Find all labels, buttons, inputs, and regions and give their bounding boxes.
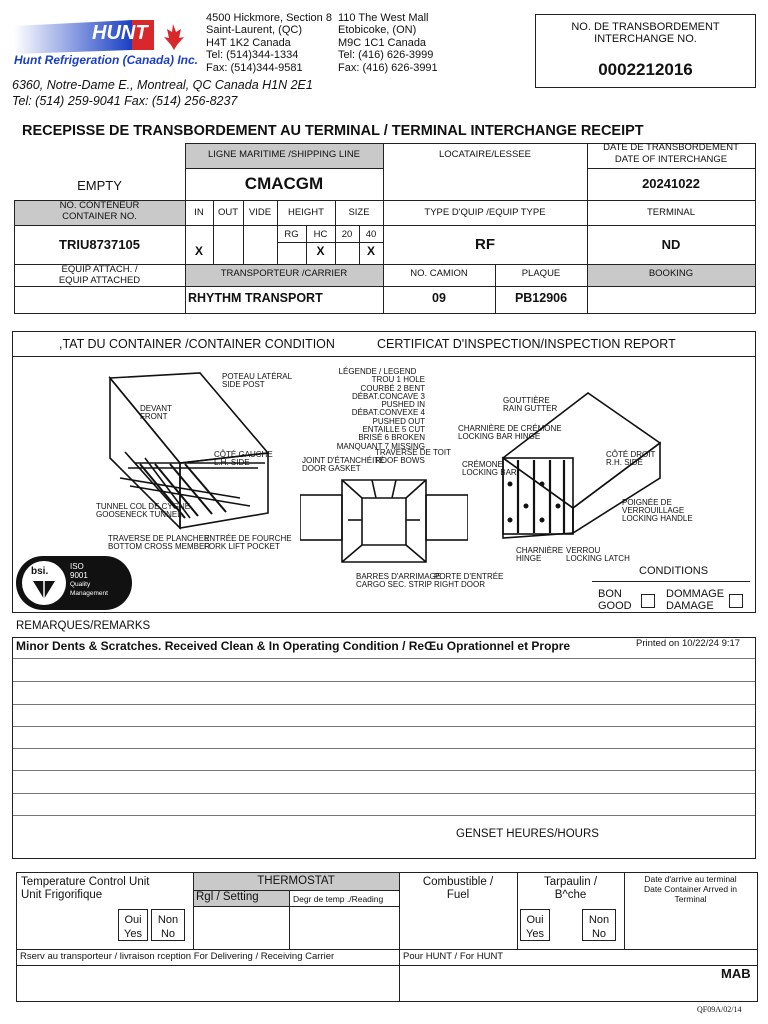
label-line: FRONT (140, 412, 168, 421)
terminal-value: ND (661, 237, 681, 252)
container-interior-diagram (300, 470, 468, 570)
iso-text (70, 562, 108, 598)
non-label: Non (588, 914, 610, 926)
arrival-label-en: Date Container Arrved in (643, 884, 738, 894)
label-line: BOTTOM CROSS MEMBER (108, 542, 211, 551)
label-line: VERROUILLAGE (622, 506, 685, 515)
shipping-line-label: LIGNE MARITIME /SHIPPING LINE (207, 149, 361, 160)
non-label: Non (157, 914, 179, 926)
logo-wordmark: HUNT (92, 22, 148, 44)
thermostat-label: THERMOSTAT (257, 875, 335, 887)
condition-header: ,TAT DU CONTAINER /CONTAINER CONDITION (59, 337, 335, 351)
legend-item: DÉBAT.CONVEXE 4 PUSHED OUT (351, 408, 425, 426)
iso-line: Management (70, 590, 108, 597)
branch1-line: Saint-Laurent, (QC) (206, 24, 302, 37)
label-line: ENTRÉE DE FOURCHE (204, 534, 292, 543)
tarp-label-en: Tarpaulin / (543, 876, 598, 888)
damage-legend (330, 368, 425, 451)
status-empty: EMPTY (77, 178, 122, 193)
legend-item: TROU 1 HOLE (371, 375, 425, 385)
document-title: RECEPISSE DE TRANSBORDEMENT AU TERMINAL / TERMINAL INTERCHANGE RECEIPT (22, 123, 644, 139)
shipping-line-value: CMACGM (244, 174, 324, 193)
tarpaulin-label (517, 876, 624, 902)
interchange-number-box (535, 14, 756, 88)
label-line: BARRES D'ARRIMAGE (356, 572, 442, 581)
label-rh-side (606, 451, 655, 467)
tcu-label (21, 876, 149, 902)
branch2-line: Etobicoke, (ON) (338, 24, 417, 37)
carrier-reserve-label: Rserv au transporteur / livraison rception For Delivering / Receiving Carrier (20, 951, 335, 962)
tarp-yes-option[interactable] (520, 909, 550, 941)
company-logo (14, 16, 199, 70)
label-line: FORK LIFT POCKET (204, 542, 280, 551)
legend-item: ENTAILLE 5 CUT (362, 425, 425, 435)
iso-line: 9001 (70, 571, 88, 580)
damage-label-en: DAMAGE (666, 600, 714, 612)
out-label: OUT (217, 207, 239, 218)
legend-item: BRISÉ 6 BROKEN (358, 433, 425, 443)
label-front (140, 405, 172, 421)
legend-item: MANQUANT 7 MISSING (336, 441, 425, 451)
arrival-date-label (624, 874, 757, 904)
interchange-label-fr: NO. DE TRANSBORDEMENT (571, 21, 720, 33)
label-line: CRÉMONE (462, 460, 503, 469)
no-label: No (591, 928, 607, 940)
label-gooseneck-tunnel (96, 503, 190, 519)
legend-item: COURBÉ 2 BENT (360, 383, 425, 393)
label-line: TUNNEL COL DE CYGNE (96, 502, 191, 511)
branch1-line: Fax: (514)344-9581 (206, 61, 303, 74)
branch2-line: 110 The West Mall (338, 12, 429, 24)
carrier-label: TRANSPORTEUR /CARRIER (220, 268, 348, 279)
damage-label-fr: DOMMAGE (666, 588, 725, 600)
branch2-line: M9C 1C1 Canada (338, 36, 427, 49)
label-lh-side (214, 451, 273, 467)
interchange-date: 20241022 (642, 176, 700, 191)
label-line: LOCKING BAR (462, 468, 517, 477)
bottom-table (16, 872, 758, 1002)
mark-in: X (194, 244, 203, 258)
fuel-label-en: Fuel (446, 889, 470, 901)
good-label-en: GOOD (598, 600, 632, 612)
equip-attach-label-fr: EQUIP ATTACH. / (61, 264, 138, 275)
interchange-number: 0002212016 (598, 60, 693, 79)
date-label-en: DATE OF INTERCHANGE (614, 154, 728, 165)
container-label-fr: NO. CONTENEUR (59, 200, 140, 211)
fuel-label-fr: Combustible / (422, 876, 494, 888)
in-label: IN (194, 207, 204, 218)
iso-line: Quality (70, 581, 91, 588)
label-right-door (434, 573, 503, 589)
label-locking-bar-hinge (458, 425, 562, 441)
label-line: GOOSENECK TUNNEL (96, 510, 182, 519)
yes-label: Yes (526, 928, 544, 940)
legend-item: DÉBAT.CONCAVE 3 PUSHED IN (351, 391, 425, 410)
company-name: Hunt Refrigeration (Canada) Inc. (14, 53, 199, 67)
branch2-line: Fax: (416) 626-3991 (338, 61, 438, 74)
truck-label: NO. CAMION (410, 268, 468, 279)
label-line: DEVANT (140, 404, 172, 413)
label-line: LOCKING LATCH (566, 554, 630, 563)
equip-type-label: TYPE D'QUIP /EQUIP TYPE (424, 207, 546, 218)
setting-label: Rgl / Setting (196, 891, 259, 903)
fuel-label (399, 876, 517, 902)
form-code: QF09A/02/14 (697, 1005, 742, 1014)
label-line: LOCKING BAR HINGE (458, 432, 541, 441)
arrival-label-terminal: Terminal (674, 894, 707, 904)
booking-label: BOOKING (648, 268, 694, 279)
branch-address-montreal (206, 12, 332, 74)
company-phone: Tel: (514) 259-9041 Fax: (514) 256-8237 (12, 94, 238, 108)
label-hinge (516, 547, 563, 563)
label-line: TRAVERSE DE TOIT (375, 448, 452, 457)
label-line: POTEAU LATÉRAL (222, 372, 293, 381)
hunt-initials: MAB (721, 966, 751, 981)
oui-label: Oui (526, 914, 544, 926)
tcu-yes-option[interactable] (118, 909, 148, 941)
height-label: HEIGHT (288, 207, 324, 218)
label-line: POIGNÉE DE (622, 498, 672, 507)
label-line: LOCKING HANDLE (622, 514, 693, 523)
label-bottom-cross-member (108, 535, 210, 551)
tcu-label-en: Temperature Control Unit (21, 876, 150, 888)
legend-title: LÉGENDE / LEGEND (338, 367, 417, 376)
label-roof-bows (375, 449, 451, 465)
remarks-label: REMARQUES/REMARKS (16, 620, 151, 632)
hc-label: HC (313, 229, 328, 240)
damage-label (666, 588, 724, 612)
good-label (598, 588, 632, 612)
terminal-label: TERMINAL (646, 207, 696, 218)
label-line: CARGO SEC. STRIP (356, 580, 433, 589)
interchange-label-en: INTERCHANGE NO. (594, 33, 697, 45)
label-side-post (222, 373, 292, 389)
yes-label: Yes (124, 928, 142, 940)
label-line: RIGHT DOOR (434, 580, 485, 589)
label-line: HINGE (516, 554, 542, 563)
no-label: No (160, 928, 176, 940)
label-rain-gutter (503, 397, 557, 413)
container-label-en: CONTAINER NO. (62, 211, 137, 222)
genset-hours-label: GENSET HEURES/HOURS (456, 828, 599, 840)
bsi-brand: bsi. (31, 566, 49, 577)
equip-attach-label-en: EQUIP ATTACHED (58, 275, 141, 286)
printed-timestamp: Printed on 10/22/24 9:17 (636, 638, 741, 649)
date-label-fr: DATE DE TRANSBORDEMENT (603, 142, 739, 153)
label-locking-bar (462, 461, 517, 477)
label-line: CHARNIÈRE DE CRÉMONE (458, 424, 562, 433)
label-line: L.H. SIDE (214, 458, 250, 467)
label-line: R.H. SIDE (606, 458, 643, 467)
label-line: PORTE D'ENTRÉE (434, 572, 504, 581)
branch2-line: Tel: (416) 626-3999 (338, 49, 434, 62)
label-cargo-strip (356, 573, 441, 589)
remarks-box (12, 637, 756, 859)
remarks-text: Minor Dents & Scratches. Received Clean & In Operating Condition / ReŒu Oprationnel et Propre (16, 639, 571, 653)
label-line: CHARNIÈRE (516, 546, 564, 555)
branch-address-toronto (338, 12, 438, 74)
label-line: JOINT D'ÉTANCHÉITÉ (302, 456, 385, 465)
label-line: TRAVERSE DE PLANCHER (108, 534, 210, 543)
label-fork-lift-pocket (204, 535, 292, 551)
good-label-fr: BON (598, 588, 622, 600)
label-line: DOOR GASKET (302, 464, 361, 473)
label-line: SIDE POST (222, 380, 265, 389)
label-locking-latch (566, 547, 630, 563)
size-label: SIZE (348, 207, 370, 218)
vide-label: VIDE (248, 207, 272, 218)
tarp-label-fr: B^che (554, 889, 587, 901)
mark-hc: X (316, 244, 325, 258)
container-number: TRIU8737105 (59, 237, 140, 252)
plate-value: PB12906 (514, 291, 568, 305)
arrival-label-fr: Date d'arrive au terminal (644, 874, 737, 884)
conditions-label: CONDITIONS (639, 565, 709, 577)
size40-label: 40 (365, 229, 377, 240)
branch1-line: Tel: (514)344-1334 (206, 49, 299, 62)
good-checkbox[interactable] (641, 594, 655, 608)
label-line: RAIN GUTTER (503, 404, 558, 413)
label-locking-handle (622, 499, 693, 523)
label-door-gasket (302, 457, 385, 473)
tcu-label-fr: Unit Frigorifique (21, 889, 103, 901)
label-line: VERROU (566, 546, 601, 555)
label-line: ROOF BOWS (375, 456, 425, 465)
mark-40: X (366, 244, 375, 258)
label-line: GOUTTIÈRE (503, 396, 550, 405)
oui-label: Oui (124, 914, 142, 926)
carrier-value: RHYTHM TRANSPORT (188, 291, 323, 305)
lessee-label: LOCATAIRE/LESSEE (438, 149, 532, 160)
equip-type-value: RF (475, 236, 495, 253)
tcu-no-option[interactable] (151, 909, 185, 941)
branch1-line: H4T 1K2 Canada (206, 36, 291, 49)
plate-label: PLAQUE (521, 268, 561, 279)
tarp-no-option[interactable] (582, 909, 616, 941)
bsi-kitemark-icon (22, 561, 66, 605)
inspection-header: CERTIFICAT D'INSPECTION/INSPECTION REPORT (377, 337, 676, 351)
company-address: 6360, Notre-Dame E., Montreal, QC Canada H1N 2E1 (12, 78, 313, 92)
iso-9001-badge (16, 556, 132, 610)
for-hunt-label: Pour HUNT / For HUNT (403, 951, 504, 962)
label-line: CÔTÉ GAUCHE (214, 450, 273, 459)
iso-line: ISO (70, 562, 84, 571)
rg-label: RG (284, 229, 299, 240)
reading-label: Degr de temp ./Reading (293, 894, 384, 904)
damage-checkbox[interactable] (729, 594, 743, 608)
branch1-line: 4500 Hickmore, Section 8 (206, 12, 332, 24)
truck-value: 09 (432, 291, 446, 305)
size20-label: 20 (341, 229, 353, 240)
label-line: CÔTÉ DROIT (606, 450, 656, 459)
